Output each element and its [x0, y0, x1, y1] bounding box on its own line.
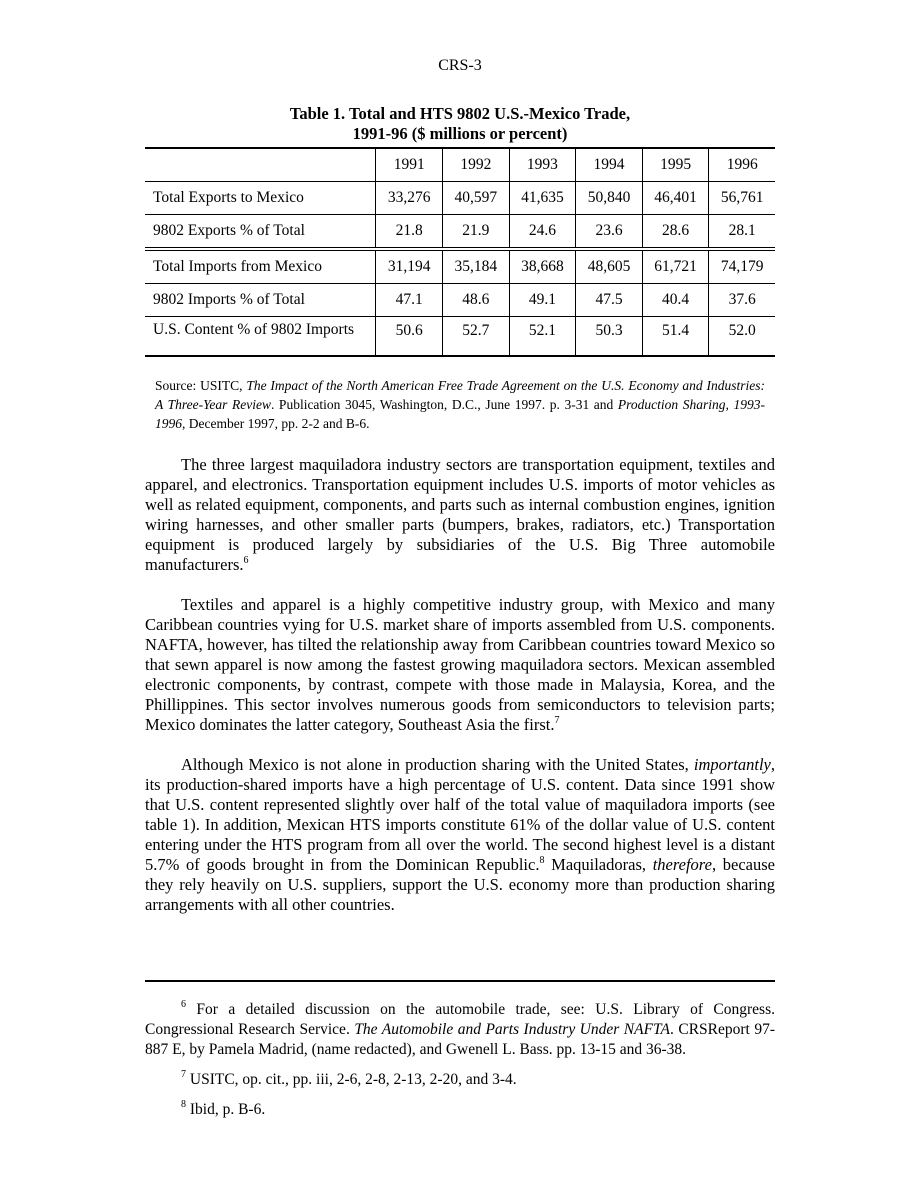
table-cell: 50,840: [576, 182, 643, 215]
body-text: [145, 455, 775, 935]
paragraph-3-text-b: , its production-shared imports have a high percentage of U.S. content. Data since 1991 show that U.S. content represented slightly over half of the total value of maquiladora imports (see table 1). In addition, Mexican HTS imports constitute 61% of the dollar value of U.S. content entering under the HTS program from all over the world. The second highest level is a distant 5.7% of goods brought in from the Dominican Republic.: [145, 755, 775, 874]
table-cell: 28.6: [642, 215, 709, 250]
footnote-ref-6: 6: [243, 554, 249, 566]
table-cell: 21.9: [443, 215, 510, 250]
row-label: Total Imports from Mexico: [145, 249, 376, 284]
year-header: 1996: [709, 148, 775, 182]
table-row-9802-imports: [145, 284, 775, 317]
source-prefix: Source: USITC,: [155, 378, 247, 393]
year-header: 1995: [642, 148, 709, 182]
footnote-6: [145, 1000, 775, 1060]
footnote-7-text: USITC, op. cit., pp. iii, 2-6, 2-8, 2-13, 2-20, and 3-4.: [186, 1071, 517, 1088]
table-cell: 38,668: [509, 249, 576, 284]
table-cell: 24.6: [509, 215, 576, 250]
table-cell: 31,194: [376, 249, 443, 284]
year-header: 1994: [576, 148, 643, 182]
table-cell: 46,401: [642, 182, 709, 215]
paragraph-1: [145, 455, 775, 575]
footnote-divider: [145, 980, 775, 982]
table-cell: 74,179: [709, 249, 775, 284]
paragraph-1-text: The three largest maquiladora industry sectors are transportation equipment, textiles and apparel, and electronics. Transportation equipment includes U.S. imports of motor vehicles as well as related equipment, components, and parts such as internal combustion engines, ignition wiring harnesses, and other smaller parts (bumpers, brakes, radiators, etc.) Transportation equipment is produced largely by subsidiaries of the U.S. Big Three automobile manufacturers.: [145, 455, 775, 574]
footnote-ref-7: 7: [554, 714, 560, 726]
paragraph-3: [145, 755, 775, 915]
source-suffix: , December 1997, pp. 2-2 and B-6.: [182, 416, 370, 431]
paragraph-2: [145, 595, 775, 735]
table-cell: 52.1: [509, 317, 576, 357]
table-cell: 35,184: [443, 249, 510, 284]
paragraph-3-emphasis-1: importantly: [693, 755, 771, 774]
table-cell: 28.1: [709, 215, 775, 250]
row-label: 9802 Imports % of Total: [145, 284, 376, 317]
table-title-line-1: Table 1. Total and HTS 9802 U.S.-Mexico Trade,: [289, 104, 631, 123]
paragraph-3-text-c: Maquiladoras,: [544, 855, 653, 874]
table-cell: 61,721: [642, 249, 709, 284]
year-header: 1993: [509, 148, 576, 182]
table-cell: 41,635: [509, 182, 576, 215]
table-cell: 47.1: [376, 284, 443, 317]
table-cell: 50.3: [576, 317, 643, 357]
table-cell: 40.4: [642, 284, 709, 317]
table-cell: 40,597: [443, 182, 510, 215]
paragraph-2-text: Textiles and apparel is a highly competitive industry group, with Mexico and many Caribbean countries vying for U.S. market share of imports assembled from U.S. components. NAFTA, however, has tilted the relationship away from Caribbean countries toward Mexico so that sewn apparel is now among the fastest growing maquiladora sectors. Mexican assembled electronic components, by contrast, compete with those made in Malaysia, Korea, and the Phillippines. This sector involves numerous goods from semiconductors to television parts; Mexico dominates the latter category, Southeast Asia the first.: [145, 595, 775, 734]
table-title-line-2: 1991-96 ($ millions or percent): [352, 124, 568, 143]
footnote-6-text-b: . CRSReport 97-887 E, by Pamela Madrid, (name redacted), and Gwenell L. Bass. pp. 13-15 and 36-38.: [145, 1021, 775, 1058]
table-cell: 48.6: [443, 284, 510, 317]
row-label: U.S. Content % of 9802 Imports: [145, 317, 376, 357]
footnote-6-number: 6: [181, 998, 186, 1010]
table-title: [145, 104, 775, 144]
table-header-blank: [145, 148, 376, 182]
footnote-7-number: 7: [181, 1068, 186, 1080]
table-cell: 48,605: [576, 249, 643, 284]
paragraph-3-text-a: Although Mexico is not alone in production sharing with the United States,: [181, 755, 694, 774]
footnote-ref-8: 8: [539, 854, 545, 866]
trade-table: [145, 147, 775, 357]
table-cell: 50.6: [376, 317, 443, 357]
table-cell: 49.1: [509, 284, 576, 317]
source-title-2: Production Sharing, 1993-1996: [155, 397, 766, 431]
table-cell: 52.7: [443, 317, 510, 357]
source-middle: . Publication 3045, Washington, D.C., June 1997. p. 3-31 and: [270, 397, 618, 412]
paragraph-3-text-d: , because they rely heavily on U.S. suppliers, support the U.S. economy more than production sharing arrangements with all other countries.: [145, 855, 775, 914]
paragraph-3-emphasis-2: therefore: [652, 855, 712, 874]
year-header: 1991: [376, 148, 443, 182]
table-source-note: [155, 376, 765, 433]
footnote-8: [145, 1100, 775, 1120]
table-cell: 37.6: [709, 284, 775, 317]
footnote-8-number: 8: [181, 1098, 186, 1110]
table-row-total-imports: [145, 249, 775, 284]
row-label: Total Exports to Mexico: [145, 182, 376, 215]
table-cell: 56,761: [709, 182, 775, 215]
table-row-total-exports: [145, 182, 775, 215]
table-header-row: [145, 148, 775, 182]
table-cell: 23.6: [576, 215, 643, 250]
footnote-6-text-a: For a detailed discussion on the automobile trade, see: U.S. Library of Congress. Congressional Research Service.: [145, 1001, 775, 1038]
table-cell: 21.8: [376, 215, 443, 250]
footnote-8-text: Ibid, p. B-6.: [186, 1101, 266, 1118]
table-row-9802-exports: [145, 215, 775, 250]
year-header: 1992: [443, 148, 510, 182]
row-label: 9802 Exports % of Total: [145, 215, 376, 250]
table-cell: 47.5: [576, 284, 643, 317]
footnote-7: [145, 1070, 775, 1090]
source-title-1: The Impact of the North American Free Trade Agreement on the U.S. Economy and Industries: A Three-Year Review: [155, 378, 766, 412]
table-row-us-content: [145, 317, 775, 357]
page-number: CRS-3: [438, 57, 482, 74]
table-cell: 33,276: [376, 182, 443, 215]
table-cell: 51.4: [642, 317, 709, 357]
footnotes: [145, 1000, 775, 1130]
table-cell: 52.0: [709, 317, 775, 357]
footnote-6-title: The Automobile and Parts Industry Under NAFTA: [354, 1021, 670, 1038]
